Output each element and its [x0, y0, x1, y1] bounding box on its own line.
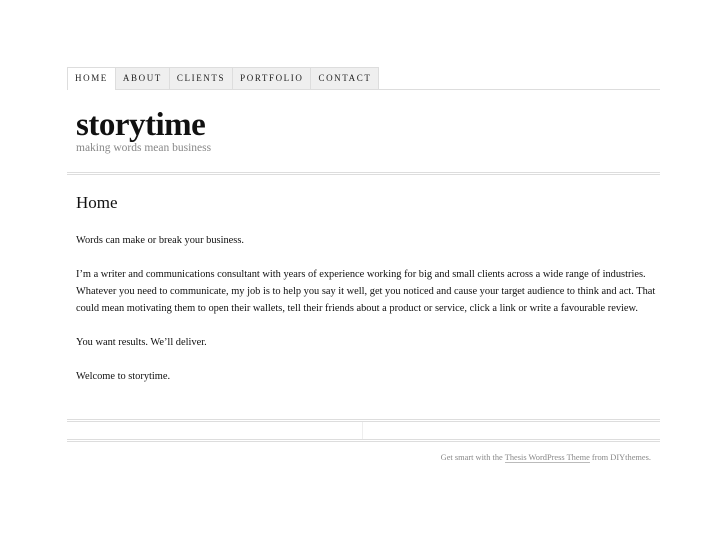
- widgets-divider: [362, 422, 363, 439]
- widgets-row: [67, 422, 660, 442]
- paragraph-about: I’m a writer and communications consultant with years of experience working for big and small clients across a wide range of industries. Whatever you need to communicate, my job is to help you say it well, get you noticed and cause your target audience to think and act. That could mean motivating them to open their wallets, tell their friends about a product or service, click a link or write a favourable review.: [76, 269, 656, 314]
- main-nav: [67, 67, 660, 90]
- site-header: [67, 90, 660, 175]
- nav-tab-contact[interactable]: CONTACT: [311, 67, 379, 89]
- nav-tab-portfolio[interactable]: PORTFOLIO: [233, 67, 311, 89]
- page: [67, 67, 660, 462]
- entry-body: [76, 232, 660, 385]
- paragraph-intro: Words can make or break your business.: [76, 235, 244, 246]
- main-content: [67, 175, 660, 422]
- footer-suffix: from DIYthemes.: [591, 453, 651, 462]
- site-tagline: making words mean business: [76, 142, 212, 154]
- nav-tab-about[interactable]: ABOUT: [116, 67, 170, 89]
- nav-tab-clients[interactable]: CLIENTS: [170, 67, 233, 89]
- paragraph-results: You want results. We’ll deliver.: [76, 337, 207, 348]
- site-footer: [67, 442, 660, 462]
- footer-prefix: Get smart with the: [440, 453, 503, 462]
- page-title: Home: [76, 193, 118, 212]
- site-title[interactable]: storytime: [76, 107, 206, 143]
- paragraph-welcome: Welcome to storytime.: [76, 371, 171, 382]
- thesis-theme-link[interactable]: Thesis WordPress Theme: [504, 453, 590, 462]
- nav-tab-home[interactable]: HOME: [67, 67, 116, 90]
